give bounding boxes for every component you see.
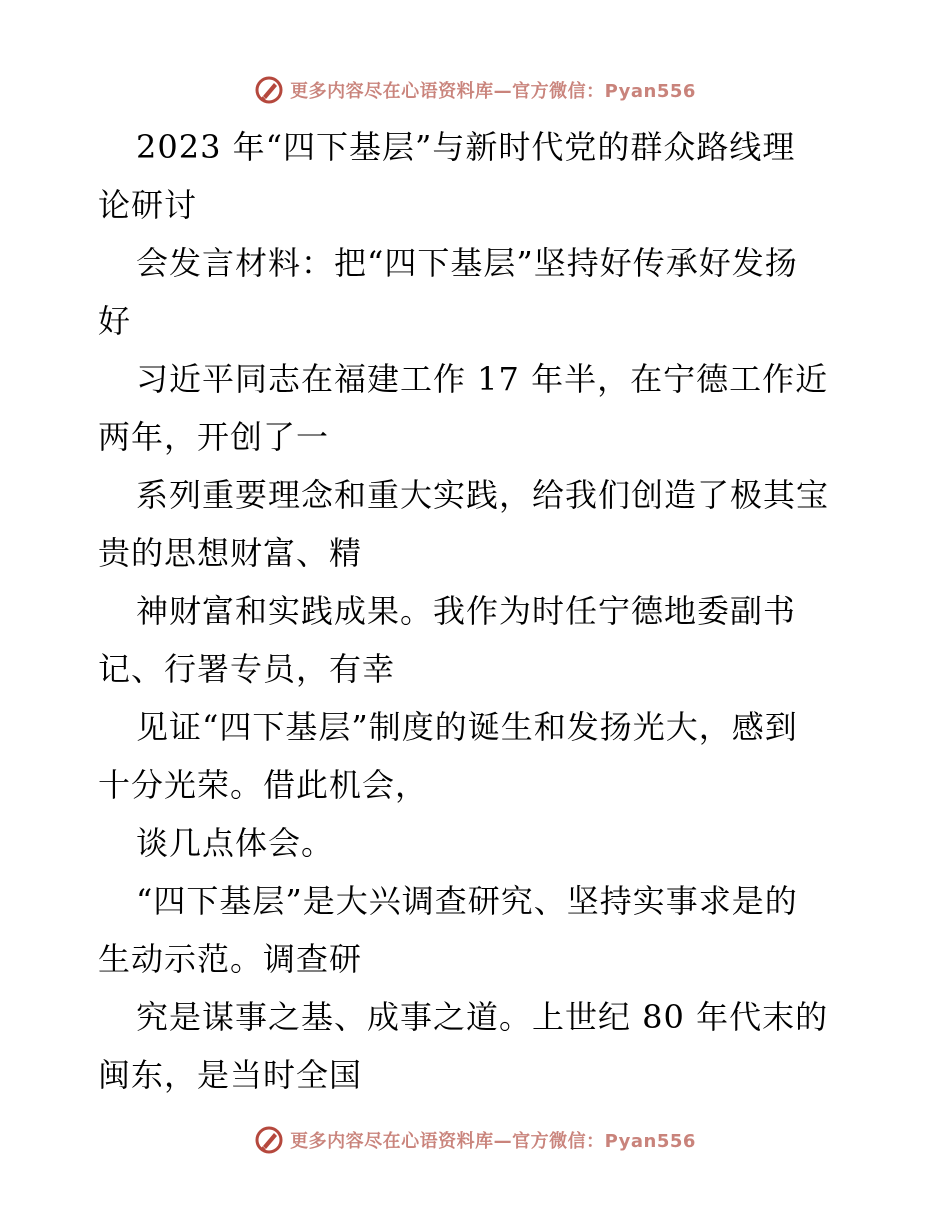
text-line: 论研讨	[98, 186, 198, 224]
document-body	[98, 118, 858, 1104]
pen-logo-icon	[254, 1125, 284, 1155]
text-line: 谈几点体会。	[136, 824, 335, 862]
header-watermark	[0, 70, 950, 110]
watermark-text: 更多内容尽在心语资料库—官方微信：Pyan556	[290, 1131, 696, 1152]
text-line: 见证“四下基层”制度的诞生和发扬光大，感到	[136, 708, 798, 746]
text-line: 2023 年“四下基层”与新时代党的群众路线理	[136, 128, 796, 166]
text-line: 生动示范。调查研	[98, 940, 363, 978]
text-line: 两年，开创了一	[98, 418, 330, 456]
pen-logo-icon	[254, 75, 284, 105]
text-line: 究是谋事之基、成事之道。上世纪 80 年代末的	[136, 998, 829, 1036]
text-line: 好	[98, 302, 132, 340]
text-line: 十分光荣。借此机会，	[98, 766, 429, 804]
text-line: 神财富和实践成果。我作为时任宁德地委副书	[136, 592, 797, 630]
watermark-text: 更多内容尽在心语资料库—官方微信：Pyan556	[290, 81, 696, 102]
text-line: 习近平同志在福建工作 17 年半，在宁德工作近	[136, 360, 829, 398]
text-line: 记、行署专员，有幸	[98, 650, 396, 688]
text-line: 会发言材料：把“四下基层”坚持好传承好发扬	[136, 244, 798, 282]
text-line: 闽东，是当时全国	[98, 1056, 363, 1094]
text-line: 贵的思想财富、精	[98, 534, 363, 572]
footer-watermark	[0, 1120, 950, 1160]
text-line: 系列重要理念和重大实践，给我们创造了极其宝	[136, 476, 830, 514]
text-line: “四下基层”是大兴调查研究、坚持实事求是的	[136, 882, 798, 920]
